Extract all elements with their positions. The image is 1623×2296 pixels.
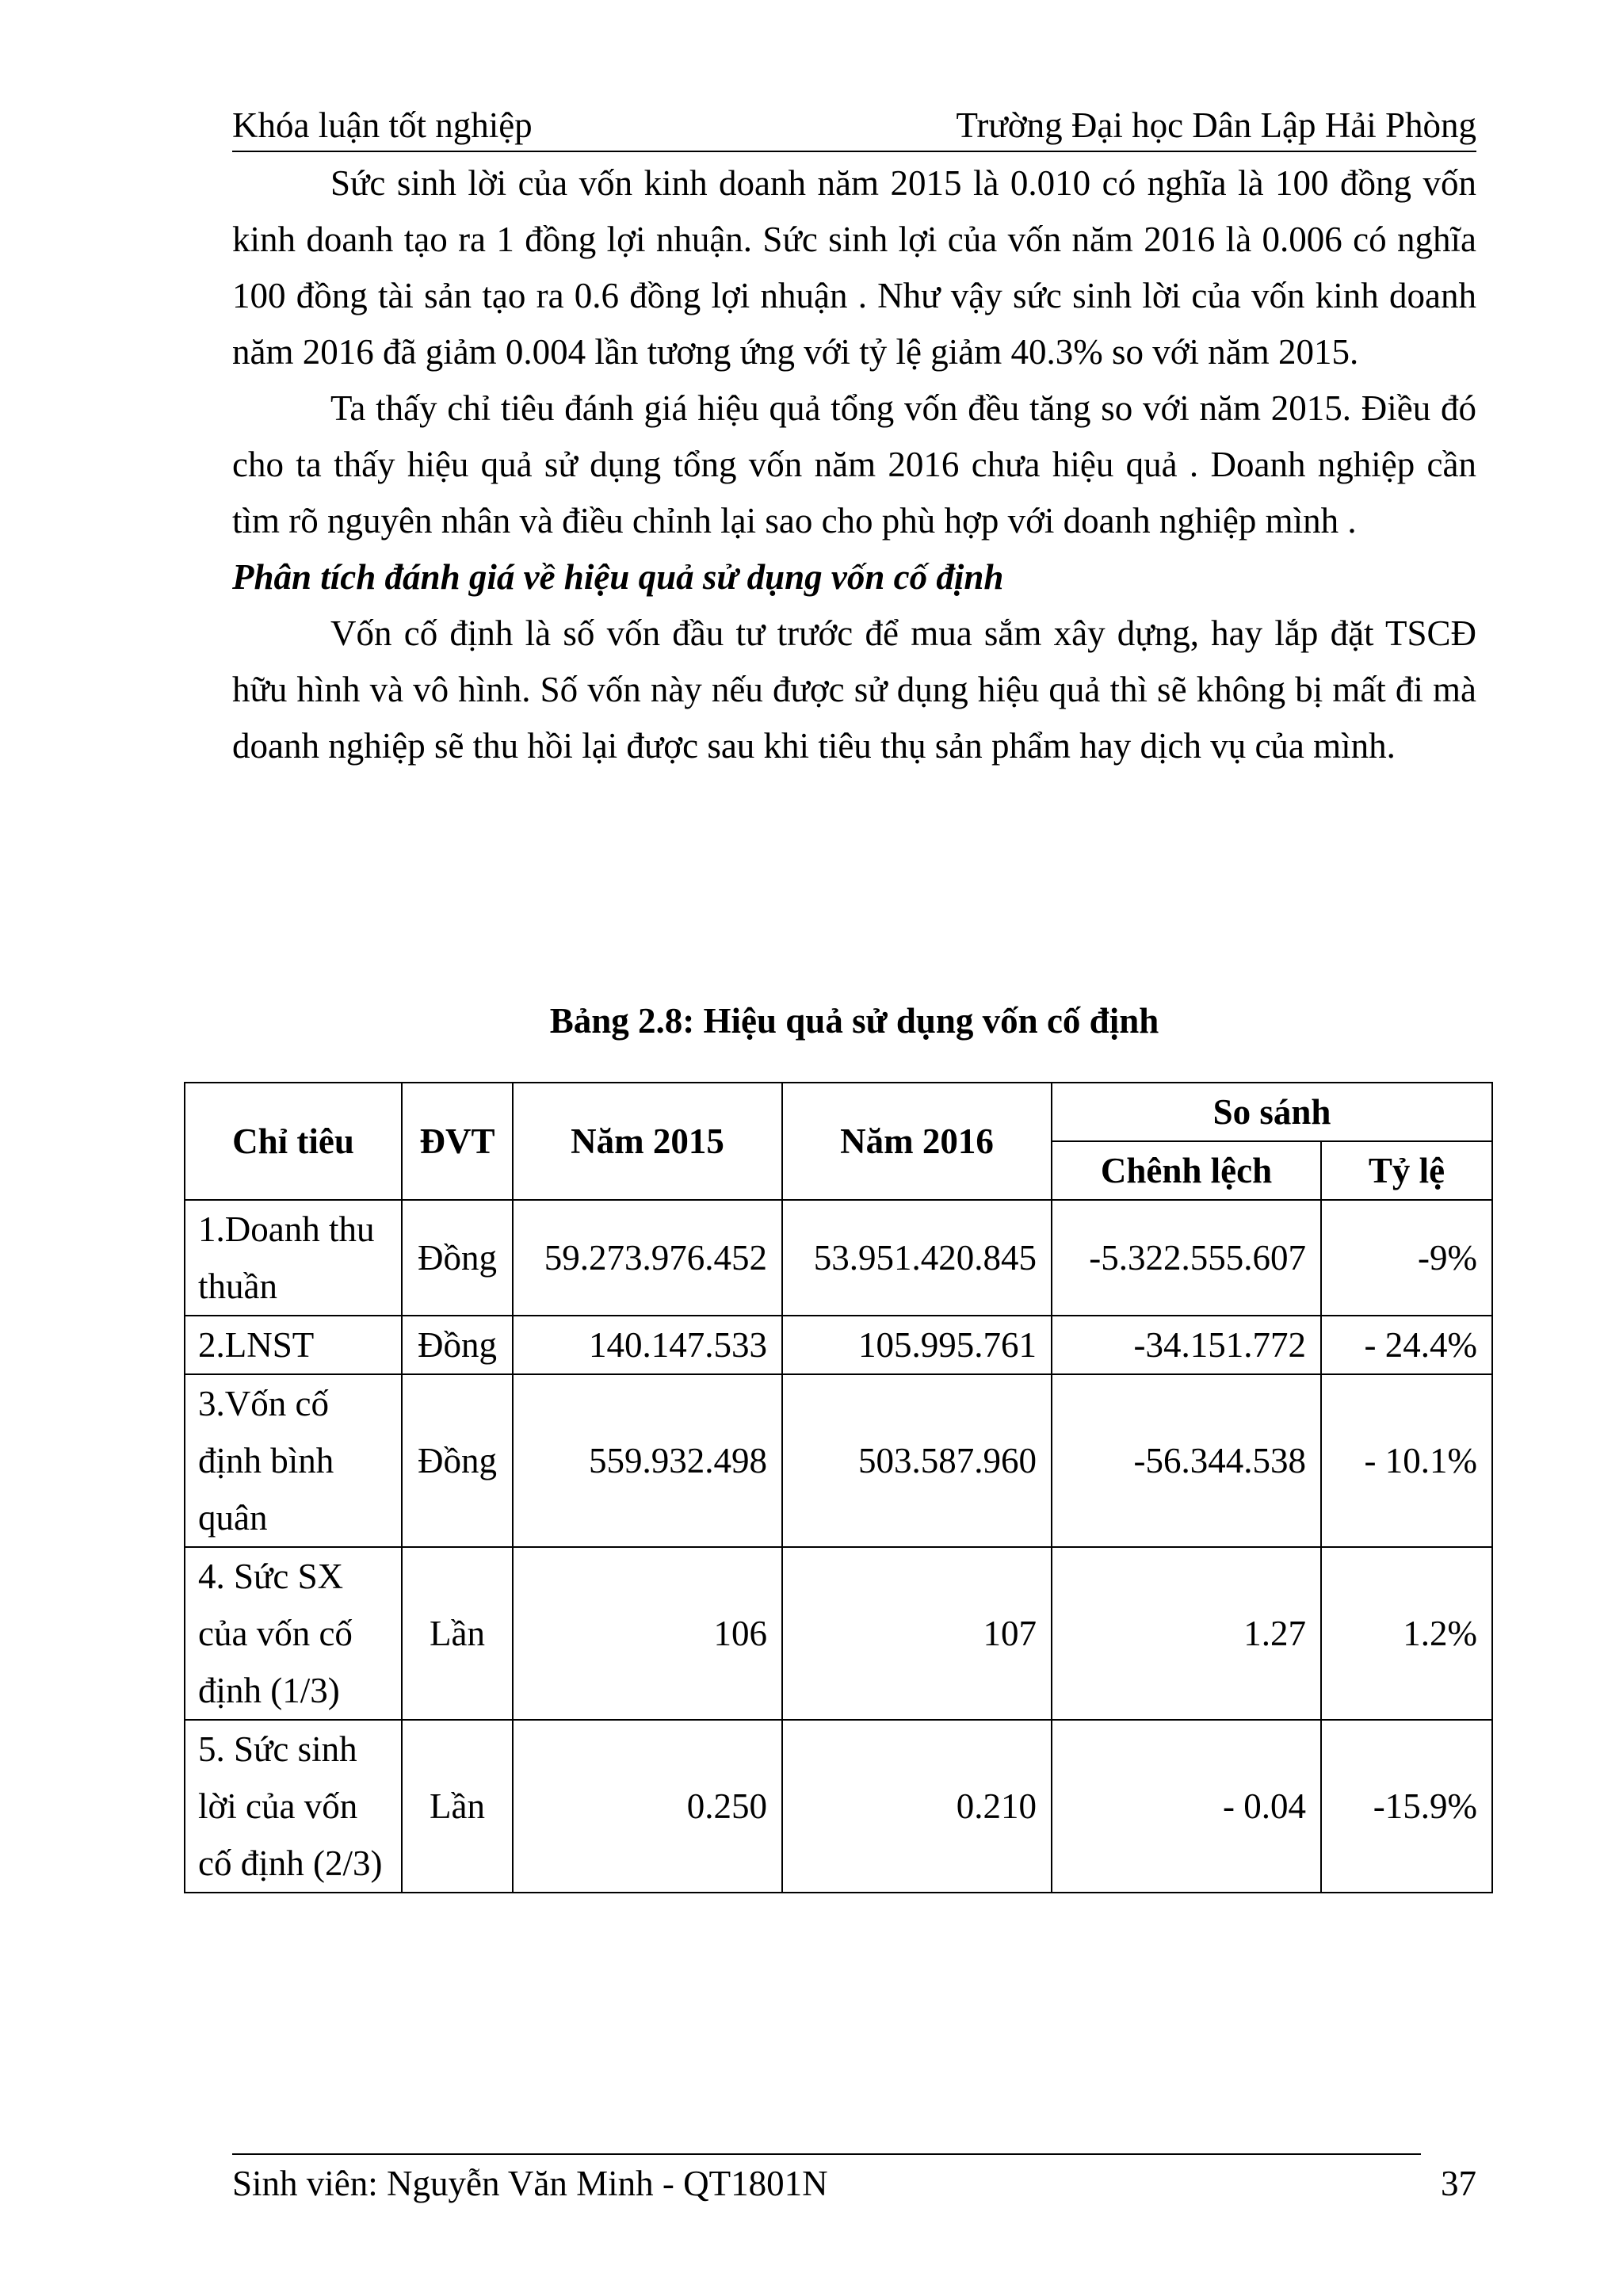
row-unit: Đồng — [402, 1316, 513, 1374]
row-unit: Lần — [402, 1720, 513, 1893]
table-row — [185, 1200, 1492, 1316]
table-header-row — [185, 1083, 1492, 1141]
row-value-2016: 0.210 — [782, 1720, 1052, 1893]
row-unit: Đồng — [402, 1374, 513, 1547]
table-row — [185, 1374, 1492, 1547]
table-caption: Bảng 2.8: Hiệu quả sử dụng vốn cố định — [549, 1001, 1159, 1041]
row-label: 4. Sức SX của vốn cố định (1/3) — [185, 1547, 402, 1720]
page-number: 37 — [1441, 2164, 1476, 2203]
table-row — [185, 1547, 1492, 1720]
row-ratio: 1.2% — [1321, 1547, 1492, 1720]
row-value-2016: 107 — [782, 1547, 1052, 1720]
row-difference: -5.322.555.607 — [1052, 1200, 1321, 1316]
row-difference: -56.344.538 — [1052, 1374, 1321, 1547]
row-value-2015: 59.273.976.452 — [513, 1200, 782, 1316]
footer-student-name: Sinh viên: Nguyễn Văn Minh - QT1801N — [232, 2164, 828, 2203]
header-unit: ĐVT — [402, 1083, 513, 1200]
row-ratio: - 24.4% — [1321, 1316, 1492, 1374]
header-indicator: Chỉ tiêu — [185, 1083, 402, 1200]
fixed-capital-efficiency-table — [184, 1082, 1493, 1893]
row-unit: Lần — [402, 1547, 513, 1720]
table-row — [185, 1316, 1492, 1374]
section-subheading: Phân tích đánh giá về hiệu quả sử dụng vốn cố định — [232, 557, 1004, 597]
row-ratio: -9% — [1321, 1200, 1492, 1316]
body-text — [232, 155, 1476, 774]
footer-rule — [232, 2153, 1421, 2155]
header-comparison: So sánh — [1052, 1083, 1492, 1141]
row-label: 5. Sức sinh lời của vốn cố định (2/3) — [185, 1720, 402, 1893]
header-ratio: Tỷ lệ — [1321, 1141, 1492, 1200]
row-ratio: - 10.1% — [1321, 1374, 1492, 1547]
paragraph-business-capital-profitability: Sức sinh lời của vốn kinh doanh năm 2015 là 0.010 có nghĩa là 100 đồng vốn kinh doanh tạo ra 1 đồng lợi nhuận. Sức sinh lợi của vốn năm 2016 là 0.006 có nghĩa 100 đồng tài sản tạo ra 0.6 đồng lợi nhuận . Như vậy sức sinh lời của vốn kinh doanh năm 2016 đã giảm 0.004 lần tương ứng với tỷ lệ giảm 40.3% so với năm 2015. — [232, 163, 1476, 372]
row-ratio: -15.9% — [1321, 1720, 1492, 1893]
row-label: 3.Vốn cố định bình quân — [185, 1374, 402, 1547]
paragraph-fixed-capital-definition: Vốn cố định là số vốn đầu tư trước để mua sắm xây dựng, hay lắp đặt TSCĐ hữu hình và vô hình. Số vốn này nếu được sử dụng hiệu quả thì sẽ không bị mất đi mà doanh nghiệp sẽ thu hồi lại được sau khi tiêu thụ sản phẩm hay dịch vụ của mình. — [232, 613, 1476, 766]
row-difference: - 0.04 — [1052, 1720, 1321, 1893]
header-year-2015: Năm 2015 — [513, 1083, 782, 1200]
row-value-2015: 0.250 — [513, 1720, 782, 1893]
paragraph-total-capital-assessment: Ta thấy chỉ tiêu đánh giá hiệu quả tổng vốn đều tăng so với năm 2015. Điều đó cho ta thấy hiệu quả sử dụng tổng vốn năm 2016 chưa hiệu quả . Doanh nghiệp cần tìm rõ nguyên nhân và điều chỉnh lại sao cho phù hợp với doanh nghiệp mình . — [232, 388, 1476, 541]
header-difference: Chênh lệch — [1052, 1141, 1321, 1200]
header-thesis-label: Khóa luận tốt nghiệp — [232, 105, 533, 145]
row-label: 2.LNST — [185, 1316, 402, 1374]
header-year-2016: Năm 2016 — [782, 1083, 1052, 1200]
row-value-2016: 53.951.420.845 — [782, 1200, 1052, 1316]
table-row — [185, 1720, 1492, 1893]
row-label: 1.Doanh thu thuần — [185, 1200, 402, 1316]
row-value-2015: 559.932.498 — [513, 1374, 782, 1547]
row-difference: 1.27 — [1052, 1547, 1321, 1720]
row-unit: Đồng — [402, 1200, 513, 1316]
header-university-name: Trường Đại học Dân Lập Hải Phòng — [956, 105, 1476, 145]
row-value-2016: 503.587.960 — [782, 1374, 1052, 1547]
row-value-2015: 140.147.533 — [513, 1316, 782, 1374]
row-value-2016: 105.995.761 — [782, 1316, 1052, 1374]
row-value-2015: 106 — [513, 1547, 782, 1720]
page-header — [232, 94, 1476, 152]
row-difference: -34.151.772 — [1052, 1316, 1321, 1374]
